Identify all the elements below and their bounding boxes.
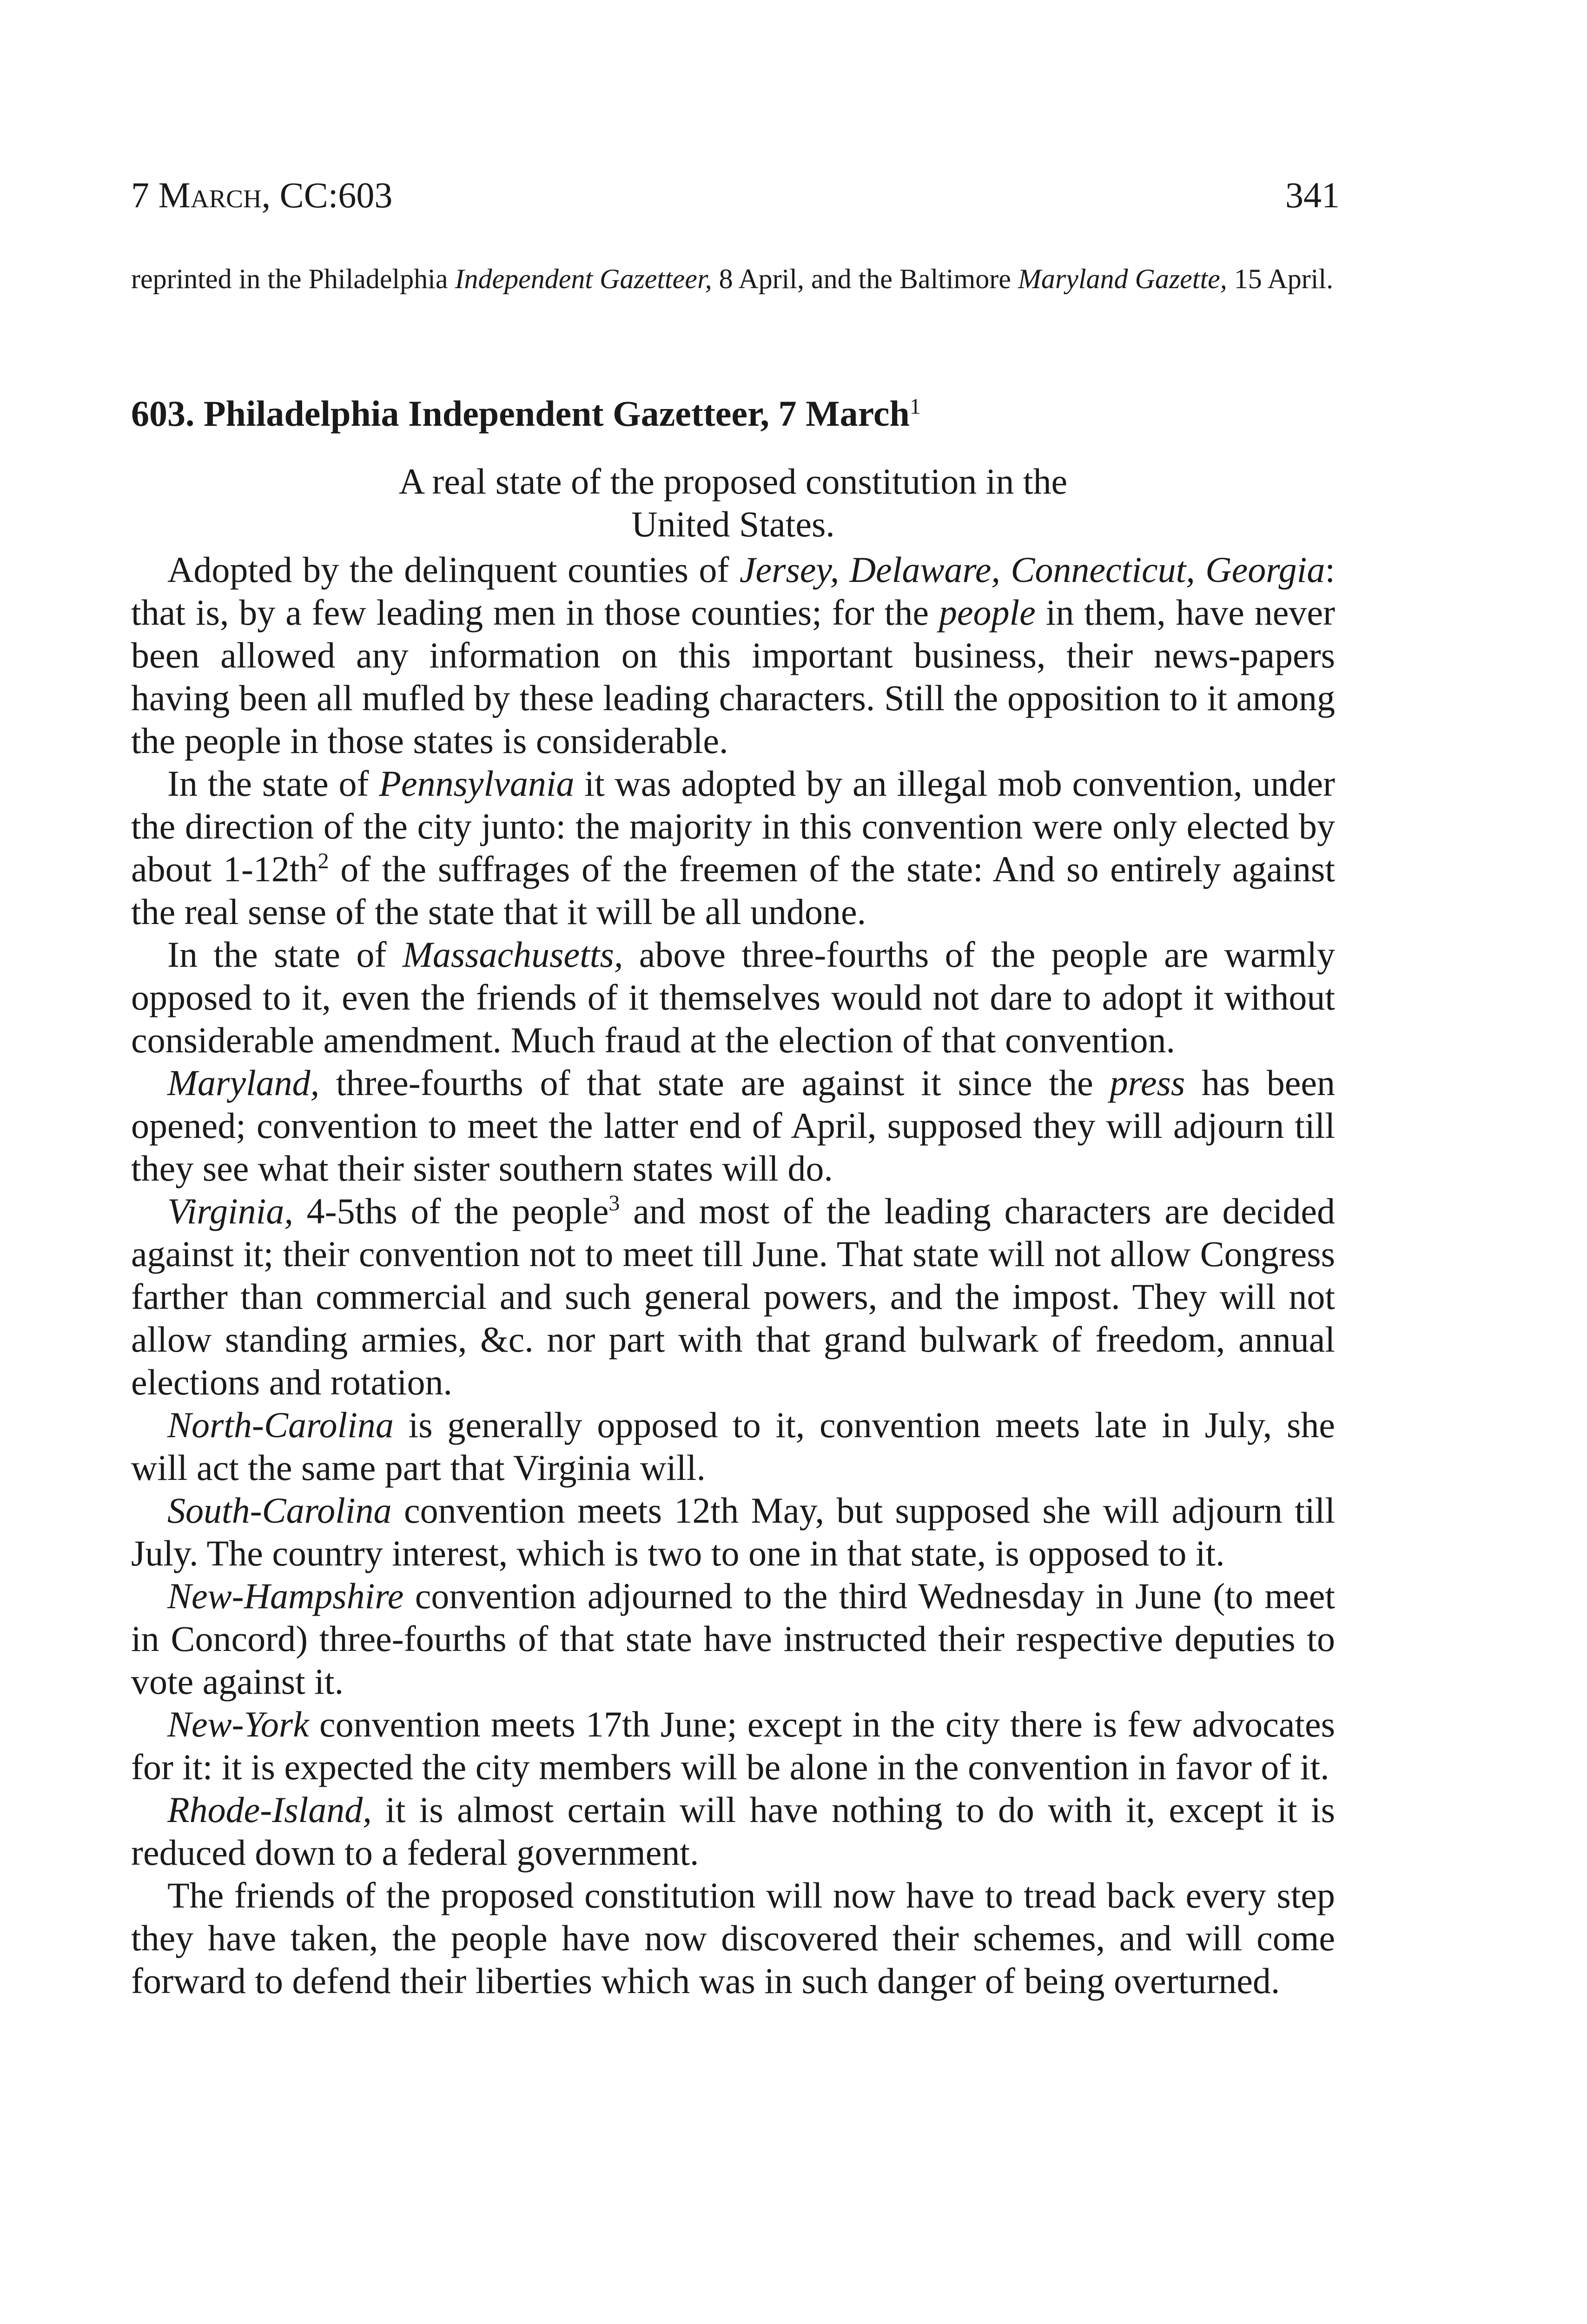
reprint-text: 15 April. — [1227, 264, 1334, 294]
text: convention meets 17th June; except in the city there is few advocates for it: it is expected the city members will be alone in the convention in favor of it. — [131, 1704, 1335, 1787]
state-name: North-Carolina — [167, 1405, 394, 1445]
state-name: Pennsylvania — [379, 763, 575, 804]
running-head — [131, 172, 1340, 218]
text: In the state of — [167, 934, 403, 975]
text: and most of the leading characters are decided against it; their convention not to meet till June. That state will not allow Congress farther than commercial and such general powers, and the impost. They will not allow standing armies, &c. nor part with that grand bulwark of freedom, annual elections and rotation. — [131, 1191, 1335, 1402]
text: In the state of — [167, 763, 379, 804]
state-name: New-York — [167, 1704, 309, 1744]
document-title: 603. Philadelphia Independent Gazetteer, 7 March — [131, 393, 910, 434]
header-day: 7 — [131, 175, 159, 215]
paragraph-pennsylvania — [131, 762, 1335, 933]
text: it is almost certain will have nothing to do with it, except it is reduced down to a federal government. — [131, 1789, 1335, 1873]
paragraph-north-carolina — [131, 1404, 1335, 1489]
paragraph-massachusetts — [131, 933, 1335, 1062]
reprint-paper-name: Maryland Gazette, — [1018, 264, 1227, 294]
state-name: Rhode-Island, — [167, 1789, 372, 1830]
subtitle-line: United States. — [631, 504, 835, 544]
paragraph-south-carolina — [131, 1489, 1335, 1575]
emphasis: press — [1110, 1063, 1185, 1103]
running-head-left — [131, 172, 392, 218]
reprint-text: reprinted in the Philadelphia — [131, 264, 455, 294]
text: : that is, by a few leading men in those counties; for the — [131, 549, 1336, 633]
state-name: New-Hampshire — [167, 1576, 404, 1616]
state-names: Jersey, Delaware, Connecticut, Georgia — [739, 549, 1325, 590]
text: of the suffrages of the freemen of the state: And so entirely against the real sense of the state that it will be all undone. — [131, 849, 1335, 932]
text: it was adopted by an illegal mob convention, under the direction of the city junto: the majority in this convention were only elected by about 1-12th — [131, 763, 1335, 889]
text: has been opened; convention to meet the latter end of April, supposed they will adjourn till they see what their sister southern states will do. — [131, 1063, 1335, 1188]
reprint-paper-name: Independent Gazetteer, — [455, 264, 712, 294]
state-name: Maryland, — [167, 1063, 320, 1103]
paragraph-maryland — [131, 1062, 1335, 1190]
document-subtitle — [131, 460, 1335, 546]
footnote-ref: 3 — [608, 1191, 620, 1215]
reprint-note — [131, 260, 1335, 297]
paragraph-virginia — [131, 1190, 1335, 1404]
text: above three-fourths of the people are warmly opposed to it, even the friends of it themselves would not dare to adopt it without considerable amendment. Much fraud at the election of that convention. — [131, 934, 1335, 1060]
document-body — [131, 548, 1335, 2002]
text: convention meets 12th May, but supposed she will adjourn till July. The country interest, which is two to one in that state, is opposed to it. — [131, 1490, 1335, 1573]
emphasis: people — [939, 592, 1036, 633]
subtitle-line: A real state of the proposed constitution in the — [398, 461, 1068, 502]
state-name: South-Carolina — [167, 1490, 392, 1531]
footnote-ref: 2 — [317, 849, 329, 873]
paragraph-new-york — [131, 1703, 1335, 1789]
text: in them, have never been allowed any information on this important business, their news-papers having been all mufled by these leading characters. Still the opposition to it among the people in those states is considerable. — [131, 592, 1335, 761]
header-month: March — [158, 175, 262, 215]
text: convention adjourned to the third Wednesday in June (to meet in Concord) three-fourths of that state have instructed their respective deputies to vote against it. — [131, 1576, 1335, 1702]
text: Adopted by the delinquent counties of — [167, 549, 740, 590]
footnote-ref: 1 — [909, 394, 921, 419]
paragraph-new-hampshire — [131, 1575, 1335, 1703]
paragraph-rhode-island — [131, 1789, 1335, 1874]
text: three-fourths of that state are against it since the — [319, 1063, 1110, 1103]
page-number: 341 — [1285, 175, 1340, 215]
paragraph-conclusion — [131, 1874, 1335, 2002]
state-name: Massachusetts, — [402, 934, 623, 975]
text: The friends of the proposed constitution will now have to tread back every step they have taken, the people have now discovered their schemes, and will come forward to defend their liberties which was in such danger of being overturned. — [131, 1875, 1335, 2001]
paragraph-delinquent-counties — [131, 548, 1335, 762]
reprint-text: 8 April, and the Baltimore — [712, 264, 1018, 294]
header-doc-ref: , CC:603 — [261, 175, 393, 215]
state-name: Virginia, — [167, 1191, 293, 1231]
text: is generally opposed to it, convention meets late in July, she will act the same part that Virginia will. — [131, 1405, 1335, 1488]
document-heading — [131, 390, 1340, 437]
text: 4-5ths of the people — [293, 1191, 609, 1231]
